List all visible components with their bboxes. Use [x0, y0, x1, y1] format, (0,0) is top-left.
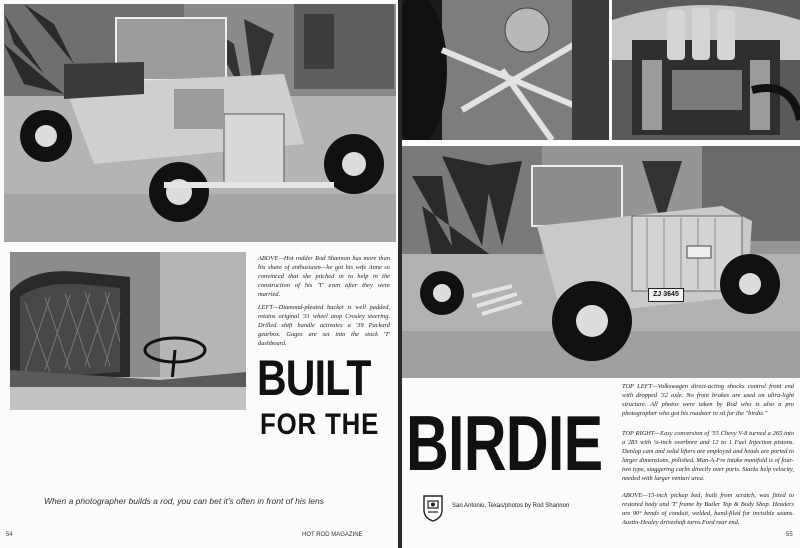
- left-page: [0, 0, 398, 548]
- roadster-main-photo: [4, 4, 396, 242]
- page-number-right: 55: [786, 532, 793, 538]
- caption-left: LEFT—Diamond-pleated bucket is well padded, retains original '31 wheel atop Crosley steering. Drilled shift handle activates a '39 Packard gearbox. Gages are set into the stock 'T' dashboard.: [258, 304, 390, 347]
- caption-above-right: ABOVE—15-inch pickup bed, built from scratch, was fitted to restored body and 'T' frame by Butler Top & Body Shop. Headers are 90° bends of conduit, welded, hand-filed for invisible seams. Austin-Healey driveshaft turns Ford rear end.: [622, 492, 794, 526]
- front-suspension-photo: [402, 0, 609, 140]
- photographer-seal-icon: [422, 494, 444, 522]
- headline-for-the: FOR THE: [260, 408, 380, 441]
- page-number-left: 54: [6, 532, 13, 538]
- roadster-rear-photo: [402, 146, 800, 378]
- photo-credit: San Antonio, Texas/photos by Rod Shannon: [452, 503, 570, 509]
- headline-built: BUILT: [257, 350, 371, 406]
- engine-bay-photo: [612, 0, 800, 140]
- license-plate: ZJ 3645: [648, 288, 684, 302]
- headline-birdie: BIRDIE: [406, 399, 603, 487]
- caption-top-left: TOP LEFT—Volkswagen direct-acting shocks control front end with dropped '32 axle. No front brakes are used on ultra-light structure. All photos were taken by Rod who is also a pro photographer who got his roadster to sit for the "birdie.": [622, 383, 794, 417]
- interior-bucket-seat-photo: [10, 252, 246, 410]
- right-page: [402, 0, 800, 548]
- magazine-name: HOT ROD MAGAZINE: [302, 532, 363, 538]
- caption-above: ABOVE—Hot rodder Rod Shannon has more than his share of enthusiasm—he got his wife Anne so convinced that she pitched in to help in the construction of his 'T' even after they were married.: [258, 255, 390, 298]
- caption-top-right: TOP RIGHT—Easy conversion of '55 Chevy V-8 turned a 265 into a 283 with ⅛-inch overbore and 12 to 1 Fuel Injection pistons. Dunlap cam and solid lifters are employed and heads are ported to larger dimensions, polished. Man-A-Fre intake manifold is of four-two type, staggering carbs directly over ports. Stacks help velocity, needed with larger venturi area.: [622, 430, 794, 482]
- subheadline-deck: When a photographer builds a rod, you can bet it's often in front of his lens: [44, 496, 324, 506]
